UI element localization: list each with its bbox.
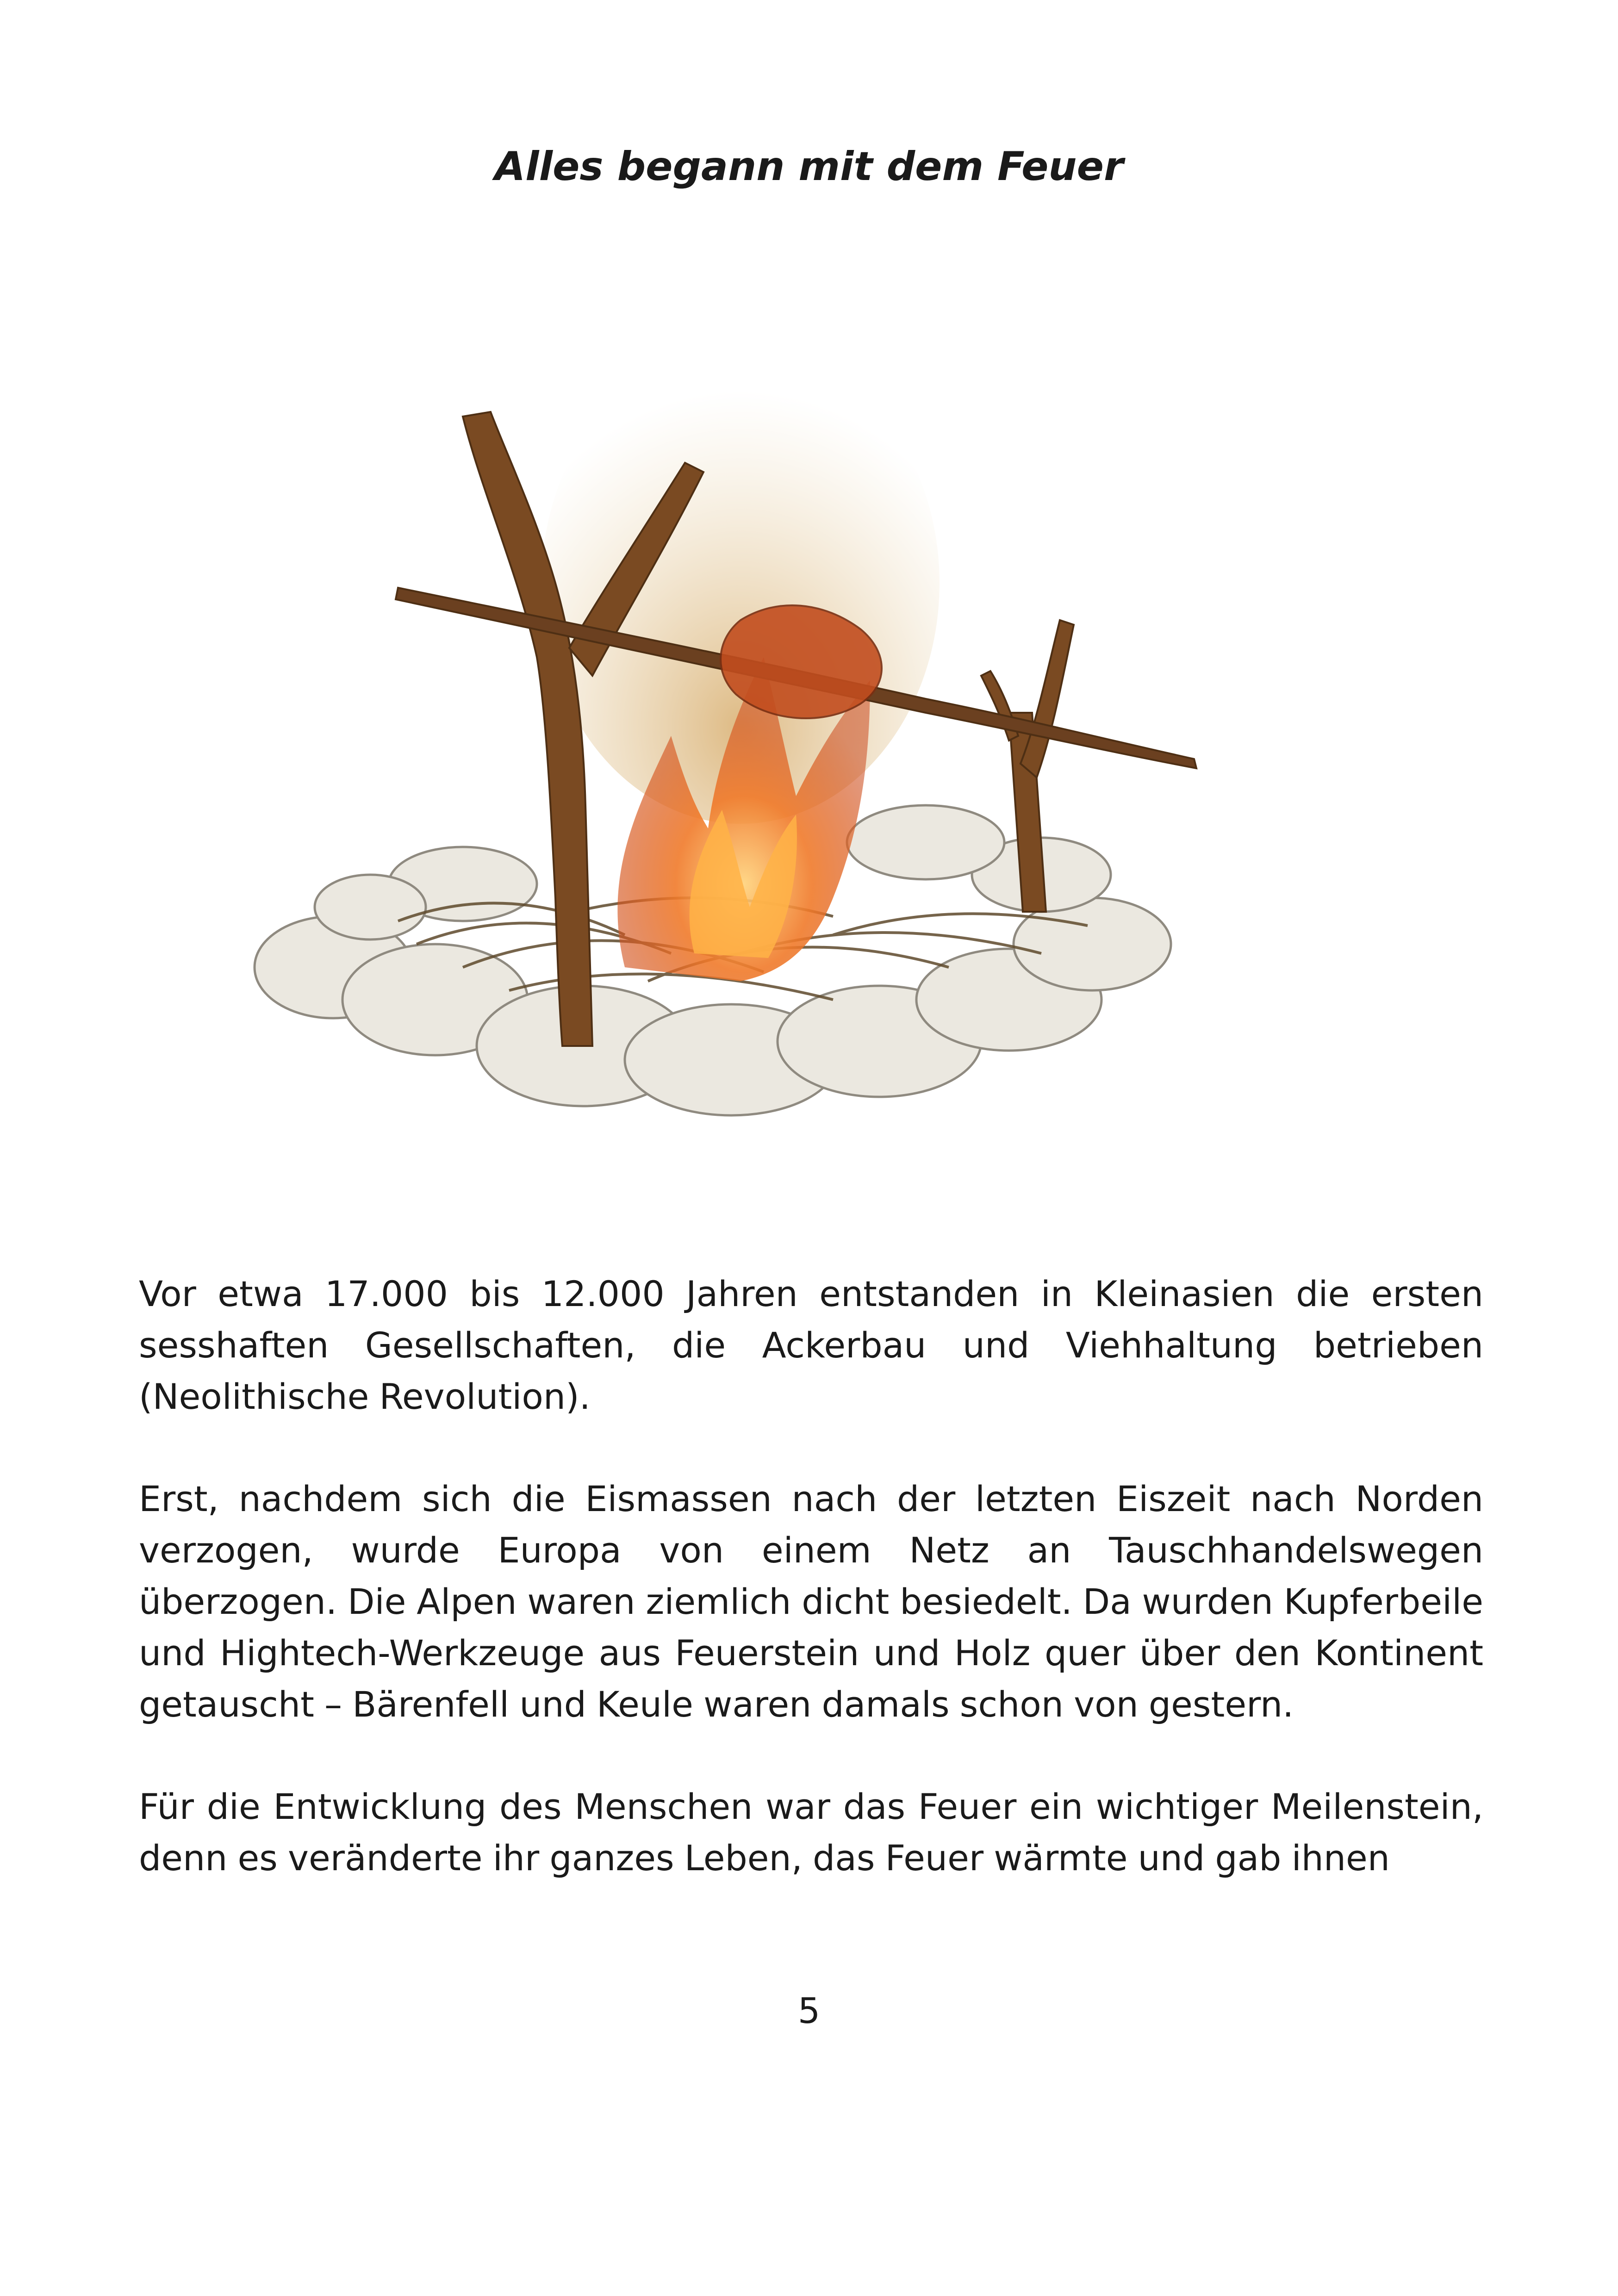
paragraph-3: Für die Entwicklung des Menschen war das Feuer ein wichtiger Meilenstein, denn es veränderte ihr ganzes Leben, das Feuer wärmte und gab ihnen — [139, 1786, 1483, 1879]
campfire-drawing — [139, 296, 1328, 1166]
body-text — [139, 1268, 1483, 1935]
campfire-illustration — [139, 296, 1328, 1166]
paragraph-1: Vor etwa 17.000 bis 12.000 Jahren entstanden in Kleinasien die ersten sesshaften Gesellschaften, die Ackerbau und Viehhaltung betrieben (Neolithische Revolution). — [139, 1273, 1483, 1417]
page-number: 5 — [797, 1990, 821, 2031]
page-title: Alles begann mit dem Feuer — [494, 143, 1124, 190]
paragraph-2: Erst, nachdem sich die Eismassen nach der letzten Eiszeit nach Norden verzogen, wurde Europa von einem Netz an Tauschhandelswegen überzogen. Die Alpen waren ziemlich dicht besiedelt. Da wurden Kupferbeile und Hightech-Werkzeuge aus Feuerstein und Holz quer über den Kontinent getauscht – Bärenfell und Keule waren damals schon von gestern. — [139, 1478, 1483, 1725]
